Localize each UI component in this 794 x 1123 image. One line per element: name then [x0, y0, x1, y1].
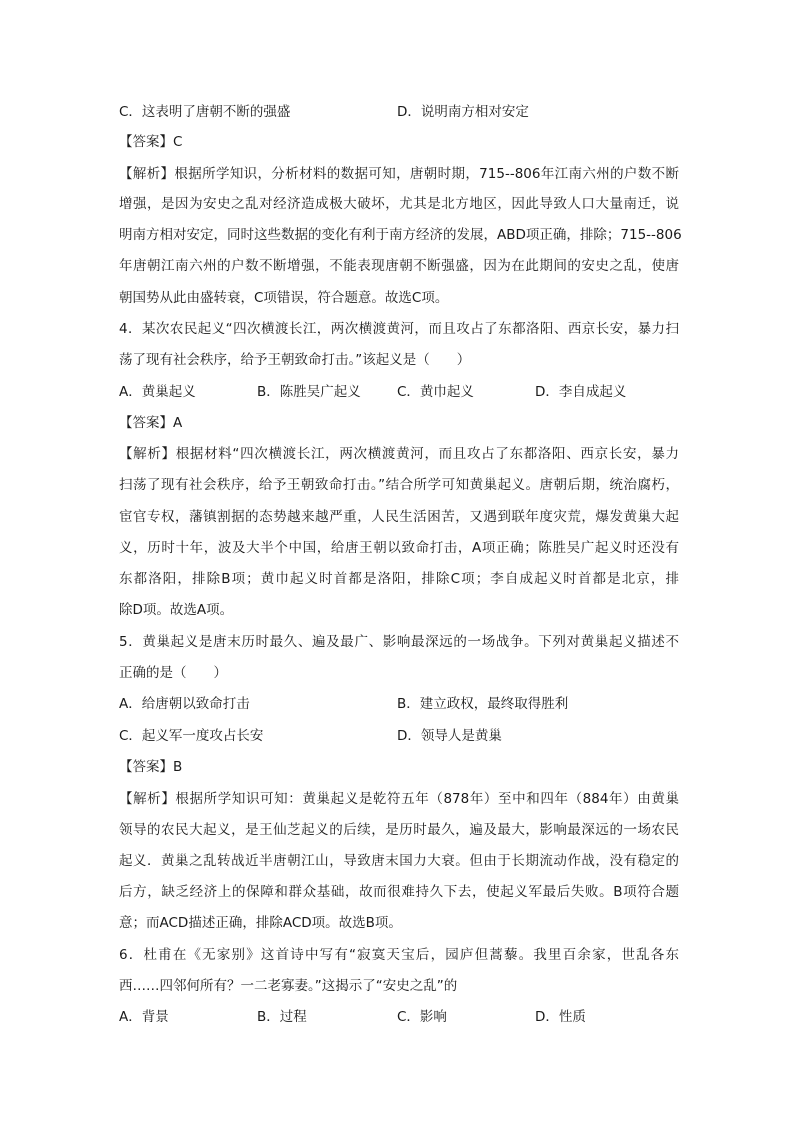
q5-analysis-line: 起义．黄巢之乱转战近半唐朝江山，导致唐末国力大衰。但由于长期流动作战，没有稳定的 — [119, 853, 679, 869]
q6-option-a: A．背景 — [119, 1009, 169, 1025]
q4-analysis-line: 东都洛阳，排除B项；黄巾起义时首都是洛阳，排除C项；李自成起义时首都是北京，排 — [119, 571, 679, 587]
q5-option-d: D．领导人是黄巢 — [397, 728, 502, 744]
answer-value: B — [173, 759, 183, 775]
q3-option-c: C．这表明了唐朝不断的强盛 — [119, 104, 291, 120]
q4-stem-line: 4．某次农民起义“四次横渡长江，两次横渡黄河，而且攻占了东都洛阳、西京长安，暴力扫 — [119, 321, 679, 337]
q3-analysis-line: 增强，是因为安史之乱对经济造成极大破坏，尤其是北方地区，因此导致人口大量南迁，说 — [119, 196, 679, 212]
answer-value: C — [173, 134, 183, 150]
q5-analysis-line: 后方，缺乏经济上的保障和群众基础，故而很难持久下去，使起义军最后失败。B项符合题 — [119, 884, 679, 900]
q4-analysis-line: 【解析】根据材料“四次横渡长江，两次横渡黄河，而且攻占了东都洛阳、西京长安，暴力 — [119, 446, 679, 462]
q5-option-a: A．给唐朝以致命打击 — [119, 696, 250, 712]
q6-stem-line: 6．杜甫在《无家别》这首诗中写有“寂寞天宝后，园庐但蒿藜。我里百余家，世乱各东 — [119, 947, 679, 963]
q3-option-d: D．说明南方相对安定 — [397, 104, 529, 120]
q4-option-d: D．李自成起义 — [535, 384, 627, 400]
q6-option-d: D．性质 — [535, 1009, 586, 1025]
q6-option-c: C．影响 — [397, 1009, 447, 1025]
q5-option-b: B．建立政权，最终取得胜利 — [397, 696, 569, 712]
q4-answer — [119, 413, 679, 433]
q5-answer — [119, 757, 679, 777]
q4-option-b: B．陈胜吴广起义 — [257, 384, 361, 400]
q6-stem-line: 西……四邻何所有？一二老寡妻。”这揭示了“安史之乱”的 — [119, 978, 458, 994]
q3-analysis-line: 年唐朝江南六州的户数不断增强，不能表现唐朝不断强盛，因为在此期间的安史之乱，使唐 — [119, 258, 679, 274]
q4-analysis-line: 除D项。故选A项。 — [119, 602, 234, 618]
answer-tag: 【答案】 — [119, 415, 173, 431]
q4-analysis-line: 宦官专权，藩镇割据的态势越来越严重，人民生活困苦，又遇到联年度灾荒，爆发黄巢大起 — [119, 509, 679, 525]
q4-option-a: A．黄巢起义 — [119, 384, 196, 400]
q5-analysis-line: 意；而ACD描述正确，排除ACD项。故选B项。 — [119, 915, 402, 931]
answer-tag: 【答案】 — [119, 134, 173, 150]
q3-answer — [119, 132, 679, 152]
q4-stem-line: 荡了现有社会秩序，给予王朝致命打击。”该起义是（ ） — [119, 352, 471, 368]
q5-analysis-line: 领导的农民大起义，是王仙芝起义的后续，是历时最久，遍及最大，影响最深远的一场农民 — [119, 822, 679, 838]
answer-tag: 【答案】 — [119, 759, 173, 775]
q5-option-c: C．起义军一度攻占长安 — [119, 728, 264, 744]
q3-analysis-line: 【解析】根据所学知识，分析材料的数据可知，唐朝时期，715--806年江南六州的户数不断 — [119, 166, 679, 182]
answer-value: A — [173, 415, 183, 431]
q5-analysis-line: 【解析】根据所学知识可知：黄巢起义是乾符五年（878年）至中和四年（884年）由黄巢 — [119, 791, 679, 807]
q4-analysis-line: 扫荡了现有社会秩序，给予王朝致命打击。”结合所学可知黄巢起义。唐朝后期，统治腐朽， — [119, 477, 679, 493]
q4-analysis-line: 义，历时十年，波及大半个中国，给唐王朝以致命打击，A项正确；陈胜吴广起义时还没有 — [119, 540, 679, 556]
q6-option-b: B．过程 — [257, 1009, 307, 1025]
q4-option-c: C．黄巾起义 — [397, 384, 474, 400]
q5-stem-line: 正确的是（ ） — [119, 665, 227, 681]
q3-analysis-line: 朝国势从此由盛转衰，C项错误，符合题意。故选C项。 — [119, 290, 449, 306]
q5-stem-line: 5．黄巢起义是唐末历时最久、遍及最广、影响最深远的一场战争。下列对黄巢起义描述不 — [119, 634, 679, 650]
q3-analysis-line: 明南方相对安定，同时这些数据的变化有利于南方经济的发展，ABD项正确，排除；715--806 — [119, 227, 682, 243]
